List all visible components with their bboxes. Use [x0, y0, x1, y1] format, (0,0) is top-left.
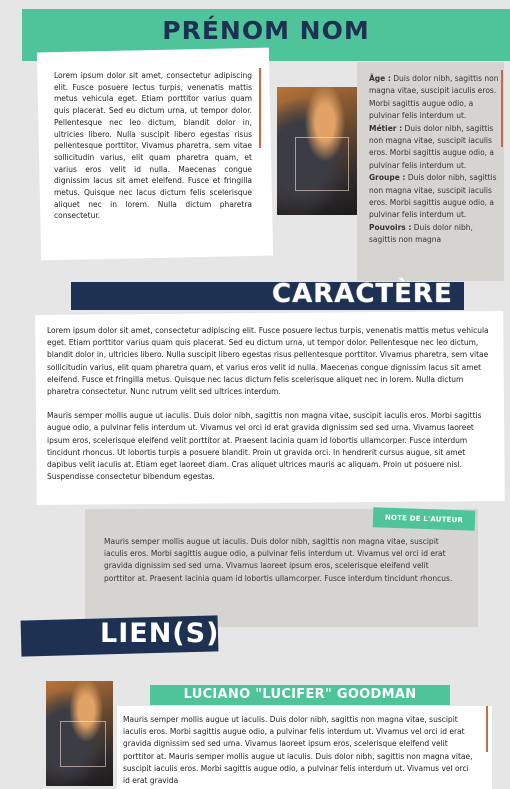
- info-value-age: Duis dolor nibh, sagittis non magna vitae, suscipit iaculis eros. Morbi sagittis augue odio, a pulvinar felis interdum ut.: [369, 74, 499, 121]
- caractere-title: CARACTÈRE: [272, 279, 453, 309]
- info-value-pouvoirs: Duis dolor nibh, sagittis non magna: [369, 222, 473, 245]
- intro-scrollbar[interactable]: [259, 68, 261, 148]
- link-scrollbar[interactable]: [486, 706, 488, 752]
- info-label-pouvoirs: Pouvoirs :: [369, 222, 412, 232]
- portrait-frame: [295, 137, 349, 191]
- link-portrait-image: [46, 681, 113, 786]
- intro-text: Lorem ipsum dolor sit amet, consectetur adipiscing elit. Fusce posuere lectus turpis, venenatis mattis metus vehicula eget. Etiam porttitor varius quam quis placerat. Sed eu dictum urna, ut tempor dolor. Pellentesque nec leo dictum, blandit dolor in, ultricies libero. Nulla suscipit libero egestas risus pellentesque porttitor. Vivamus pharetra, sem vitae sollicitudin varius, elit quam pharetra quam, et varius eros velit id nulla. Maecenas congue dignissim lacus sit amet eleifend. Fusce et fringilla metus. Quisque nec lacus dictum felis scelerisque aliquet nec in lorem. Nulla dictum pharetra consectetur.: [54, 71, 252, 221]
- caractere-paragraph-1: Lorem ipsum dolor sit amet, consectetur adipiscing elit. Fusce posuere lectus turpis, venenatis mattis metus vehicula eget. Etiam porttitor varius quam quis placerat. Sed eu dictum urna, ut tempor dolor. Pellentesque nec leo dictum, blandit dolor in, ultricies libero. Nulla suscipit libero egestas risus pellentesque porttitor. Vivamus pharetra, sem vitae sollicitudin varius, elit quam pharetra quam, et varius eros velit id nulla. Maecenas congue dignissim lacus sit amet eleifend. Fusce et fringilla metus. Quisque nec lacus dictum felis scelerisque aliquet nec in lorem. Nulla dictum pharetra consectetur. Nunc rutrum velit sed ultrices interdum.: [47, 326, 489, 397]
- info-label-groupe: Groupe :: [369, 173, 406, 183]
- info-list: [369, 73, 499, 277]
- info-value-metier: Duis dolor nibh, sagittis non magna vitae, suscipit iaculis eros. Morbi sagittis augue odio, a pulvinar felis interdum ut.: [369, 123, 495, 170]
- info-label-age: Âge :: [369, 74, 391, 83]
- character-portrait-image: [277, 87, 357, 215]
- info-label-metier: Métier :: [369, 123, 403, 133]
- info-scrollbar[interactable]: [501, 70, 503, 147]
- author-note-text: Mauris semper mollis augue ut iaculis. Duis dolor nibh, sagittis non magna vitae, suscipit iaculis eros. Morbi sagittis augue odio, a pulvinar felis interdum ut. Vivamus vel orci id erat gravida dignissim sed sed urna. Vivamus laoreet ipsum eros, scelerisque eleifend velit porttitor at. Praesent lacinia quam id lobortis ullamcorper. Fusce interdum tincidunt rhoncus.: [104, 537, 453, 583]
- page-title: PRÉNOM NOM: [162, 16, 370, 45]
- caractere-paragraph-2: Mauris semper mollis augue ut iaculis. Duis dolor nibh, sagittis non magna vitae, suscipit iaculis eros. Morbi sagittis augue odio, a pulvinar felis interdum ut. Vivamus vel orci id erat gravida dignissim sed sed urna. Vivamus laoreet ipsum eros, scelerisque eleifend velit porttitor at. Praesent lacinia quam id lobortis ullamcorper. Fusce interdum tincidunt rhoncus. Ut lobortis turpis a posuere blandit. Proin ut gravida orci. In hendrerit cursus augue, sit amet dapibus velit iaculis at. Etiam eget laoreet diam. Cras aliquet ultrices mauris ac aliquam. Proin ut posuere nisl. Suspendisse consectetur bibendum egestas.: [47, 411, 482, 482]
- portrait-frame: [60, 721, 106, 767]
- liens-title: LIEN(S): [100, 618, 220, 649]
- link-name: LUCIANO "LUCIFER" GOODMAN: [183, 687, 417, 702]
- info-value-groupe: Duis dolor nibh, sagittis non magna vitae, suscipit iaculis eros. Morbi sagittis augue odio, a pulvinar felis interdum ut.: [369, 173, 497, 220]
- author-note-badge: NOTE DE L'AUTEUR: [373, 507, 476, 531]
- caractere-text: [47, 325, 493, 495]
- link-text: Mauris semper mollis augue ut iaculis. Duis dolor nibh, sagittis non magna vitae, suscipit iaculis eros. Morbi sagittis augue odio, a pulvinar felis interdum ut. Vivamus vel orci id erat gravida dignissim sed sed urna. Vivamus laoreet ipsum eros, scelerisque eleifend velit porttitor at. Mauris semper mollis augue ut iaculis. Duis dolor nibh, sagittis non magna vitae, suscipit iaculis eros. Morbi sagittis augue odio, a pulvinar felis interdum ut. Vivamus vel orci id erat gravida: [123, 715, 473, 786]
